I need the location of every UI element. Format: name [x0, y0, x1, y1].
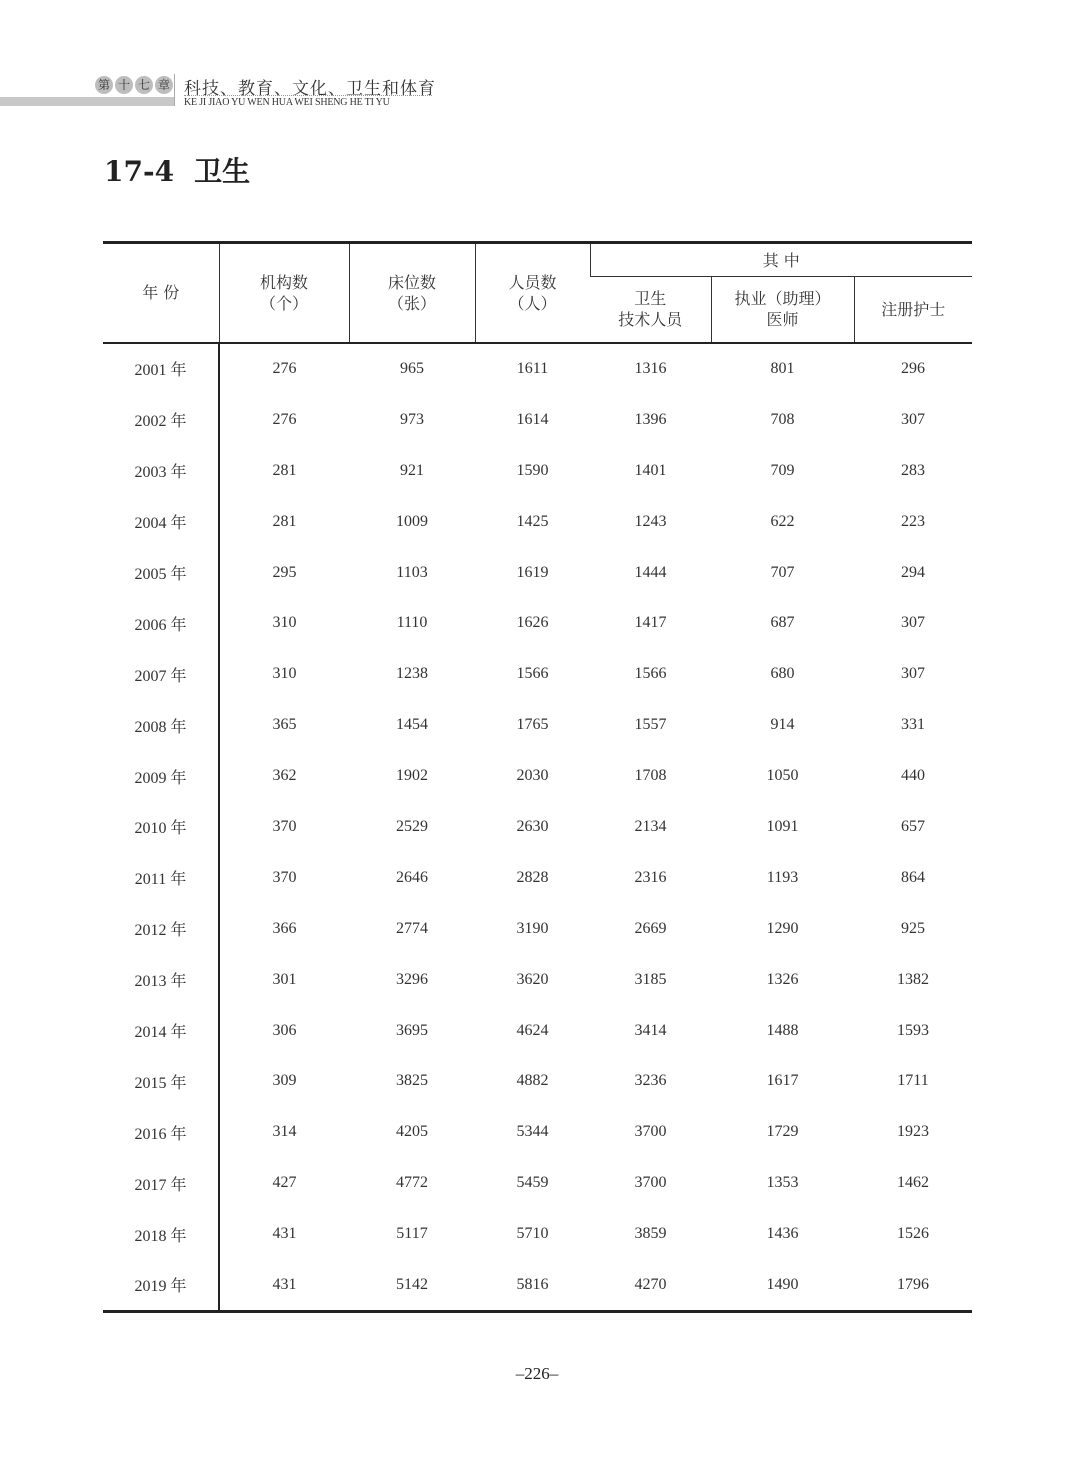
year-cell: 2004 年	[103, 496, 219, 547]
value-cell: 1923	[897, 1123, 929, 1141]
value-cell: 1417	[634, 614, 667, 632]
value-cell: 2646	[396, 868, 428, 886]
value-cell: 1091	[766, 817, 799, 835]
value-cell: 362	[272, 767, 297, 785]
value-cell: 295	[272, 563, 297, 581]
table-row	[103, 343, 972, 395]
value-cell: 921	[400, 461, 424, 479]
value-cell: 657	[901, 817, 925, 835]
header-line: 卫生	[634, 289, 667, 309]
chapter-char: 第	[95, 76, 113, 94]
value-cell: 3236	[634, 1072, 667, 1090]
table-row	[103, 903, 972, 954]
value-cell: 4270	[634, 1275, 667, 1293]
value-cell: 1425	[516, 512, 549, 530]
value-cell: 3414	[634, 1021, 667, 1039]
value-cell: 307	[901, 410, 925, 428]
header-institutions	[219, 243, 349, 343]
value-cell: 5816	[516, 1275, 549, 1293]
value-cell: 5344	[516, 1123, 549, 1141]
value-cell: 687	[770, 614, 795, 632]
value-cell: 370	[272, 817, 297, 835]
value-cell: 1401	[634, 461, 667, 479]
header-line: 床位数	[387, 272, 436, 292]
value-cell: 5117	[396, 1225, 428, 1243]
value-cell: 2316	[634, 868, 667, 886]
table-row	[103, 547, 972, 598]
table-row	[103, 1158, 972, 1209]
value-cell: 4624	[516, 1021, 549, 1039]
value-cell: 3695	[396, 1021, 428, 1039]
table-row	[103, 445, 972, 496]
value-cell: 1396	[634, 410, 667, 428]
value-cell: 1566	[516, 665, 549, 683]
value-cell: 3825	[396, 1072, 428, 1090]
value-cell: 1729	[766, 1123, 799, 1141]
value-cell: 864	[901, 868, 925, 886]
header-health-tech	[590, 277, 711, 343]
value-cell: 440	[901, 767, 925, 785]
header-beds	[349, 243, 475, 343]
value-cell: 1490	[766, 1275, 799, 1293]
table-row	[103, 954, 972, 1005]
value-cell: 4882	[516, 1072, 549, 1090]
year-cell: 2010 年	[103, 802, 219, 853]
header-unit: （人）	[508, 293, 557, 313]
value-cell: 1593	[897, 1021, 929, 1039]
year-cell: 2013 年	[103, 954, 219, 1005]
chapter-char: 七	[135, 76, 153, 94]
table-row	[103, 852, 972, 903]
header-divider	[174, 74, 175, 106]
table-row	[103, 394, 972, 445]
value-cell: 3620	[516, 970, 549, 988]
value-cell: 1382	[897, 970, 929, 988]
value-cell: 2630	[516, 817, 549, 835]
table-row	[103, 496, 972, 547]
header-line: 人员数	[508, 272, 557, 292]
value-cell: 4772	[396, 1174, 428, 1192]
value-cell: 1619	[516, 563, 549, 581]
header-personnel	[475, 243, 590, 343]
year-cell: 2018 年	[103, 1209, 219, 1260]
header-doctors	[711, 277, 854, 343]
year-cell: 2005 年	[103, 547, 219, 598]
value-cell: 1614	[516, 410, 549, 428]
value-cell: 3296	[396, 970, 428, 988]
header-nurses: 注册护士	[854, 277, 972, 343]
value-cell: 1617	[766, 1072, 799, 1090]
table-row	[103, 598, 972, 649]
year-cell: 2014 年	[103, 1005, 219, 1056]
table-row	[103, 1005, 972, 1056]
value-cell: 281	[272, 512, 297, 530]
value-cell: 3700	[634, 1123, 667, 1141]
table-row	[103, 802, 972, 853]
value-cell: 1290	[766, 919, 799, 937]
value-cell: 366	[272, 919, 297, 937]
value-cell: 307	[901, 665, 925, 683]
health-table	[103, 241, 972, 1313]
value-cell: 1193	[766, 868, 799, 886]
value-cell: 1009	[396, 512, 428, 530]
value-cell: 1238	[396, 665, 428, 683]
table-row	[103, 1260, 972, 1312]
value-cell: 301	[272, 970, 297, 988]
year-cell: 2009 年	[103, 751, 219, 802]
header-unit: （个）	[259, 293, 308, 313]
value-cell: 925	[901, 919, 925, 937]
value-cell: 2030	[516, 767, 549, 785]
value-cell: 314	[272, 1123, 297, 1141]
table-row	[103, 700, 972, 751]
chapter-char: 十	[115, 76, 133, 94]
header-unit: （张）	[387, 293, 436, 313]
value-cell: 709	[770, 461, 795, 479]
value-cell: 1902	[396, 767, 428, 785]
year-cell: 2003 年	[103, 445, 219, 496]
value-cell: 3190	[516, 919, 549, 937]
value-cell: 801	[770, 359, 795, 377]
value-cell: 1243	[634, 512, 667, 530]
table-row	[103, 751, 972, 802]
value-cell: 365	[272, 716, 297, 734]
value-cell: 296	[901, 359, 925, 377]
value-cell: 283	[901, 461, 925, 479]
value-cell: 1488	[766, 1021, 799, 1039]
header-of-which: 其 中	[590, 243, 972, 277]
value-cell: 294	[901, 563, 925, 581]
value-cell: 1444	[634, 563, 667, 581]
value-cell: 310	[272, 665, 297, 683]
value-cell: 5142	[396, 1275, 428, 1293]
value-cell: 370	[272, 868, 297, 886]
table-row	[103, 1056, 972, 1107]
year-cell: 2012 年	[103, 903, 219, 954]
value-cell: 310	[272, 614, 297, 632]
value-cell: 306	[272, 1021, 297, 1039]
year-cell: 2017 年	[103, 1158, 219, 1209]
value-cell: 309	[272, 1072, 297, 1090]
value-cell: 622	[770, 512, 795, 530]
value-cell: 431	[272, 1225, 297, 1243]
section-title	[104, 150, 250, 190]
header-line: 医师	[766, 310, 799, 330]
dotted-rule	[184, 95, 432, 96]
value-cell: 4205	[396, 1123, 428, 1141]
chapter-title: 科技、教育、文化、卫生和体育	[184, 79, 436, 99]
value-cell: 3185	[634, 970, 667, 988]
page-number: –226–	[515, 1364, 559, 1383]
chapter-badge	[95, 76, 173, 94]
value-cell: 1526	[897, 1225, 929, 1243]
value-cell: 331	[901, 716, 925, 734]
value-cell: 1557	[634, 716, 667, 734]
value-cell: 1436	[766, 1225, 799, 1243]
value-cell: 2828	[516, 868, 549, 886]
table-row	[103, 649, 972, 700]
value-cell: 1050	[766, 767, 799, 785]
value-cell: 3859	[634, 1225, 667, 1243]
value-cell: 5710	[516, 1225, 549, 1243]
header-year: 年 份	[142, 283, 180, 303]
section-name: 卫生	[194, 155, 251, 188]
year-cell: 2006 年	[103, 598, 219, 649]
value-cell: 1353	[766, 1174, 799, 1192]
value-cell: 2669	[634, 919, 667, 937]
year-cell: 2011 年	[103, 852, 219, 903]
value-cell: 914	[770, 716, 795, 734]
value-cell: 1626	[516, 614, 549, 632]
value-cell: 1708	[634, 767, 667, 785]
section-number: 17-4	[104, 155, 175, 188]
value-cell: 281	[272, 461, 297, 479]
value-cell: 1566	[634, 665, 667, 683]
value-cell: 223	[901, 512, 925, 530]
year-cell: 2015 年	[103, 1056, 219, 1107]
value-cell: 1103	[396, 563, 428, 581]
value-cell: 427	[272, 1174, 297, 1192]
value-cell: 307	[901, 614, 925, 632]
value-cell: 965	[400, 359, 424, 377]
value-cell: 1765	[516, 716, 549, 734]
value-cell: 1796	[897, 1275, 929, 1293]
value-cell: 276	[272, 410, 297, 428]
year-cell: 2019 年	[103, 1260, 219, 1312]
value-cell: 276	[272, 359, 297, 377]
value-cell: 1454	[396, 716, 428, 734]
value-cell: 1590	[516, 461, 549, 479]
value-cell: 1611	[516, 359, 549, 377]
table-row	[103, 1107, 972, 1158]
chapter-char: 章	[155, 76, 173, 94]
header-line: 执业（助理）	[734, 289, 831, 309]
value-cell: 1462	[897, 1174, 929, 1192]
value-cell: 1110	[396, 614, 428, 632]
year-cell: 2001 年	[103, 343, 219, 395]
value-cell: 431	[272, 1275, 297, 1293]
value-cell: 5459	[516, 1174, 549, 1192]
value-cell: 3700	[634, 1174, 667, 1192]
value-cell: 973	[400, 410, 424, 428]
value-cell: 708	[770, 410, 795, 428]
year-cell: 2007 年	[103, 649, 219, 700]
value-cell: 1316	[634, 359, 667, 377]
value-cell: 2529	[396, 817, 428, 835]
year-cell: 2016 年	[103, 1107, 219, 1158]
header-line: 机构数	[259, 272, 308, 292]
value-cell: 2134	[634, 817, 667, 835]
value-cell: 680	[770, 665, 795, 683]
header-bar	[0, 97, 174, 106]
year-cell: 2002 年	[103, 394, 219, 445]
year-cell: 2008 年	[103, 700, 219, 751]
value-cell: 2774	[396, 919, 428, 937]
chapter-pinyin: KE JI JIAO YU WEN HUA WEI SHENG HE TI YU	[184, 97, 390, 108]
header-line: 技术人员	[618, 310, 683, 330]
table-row	[103, 1209, 972, 1260]
value-cell: 707	[770, 563, 795, 581]
value-cell: 1711	[897, 1072, 929, 1090]
value-cell: 1326	[766, 970, 799, 988]
